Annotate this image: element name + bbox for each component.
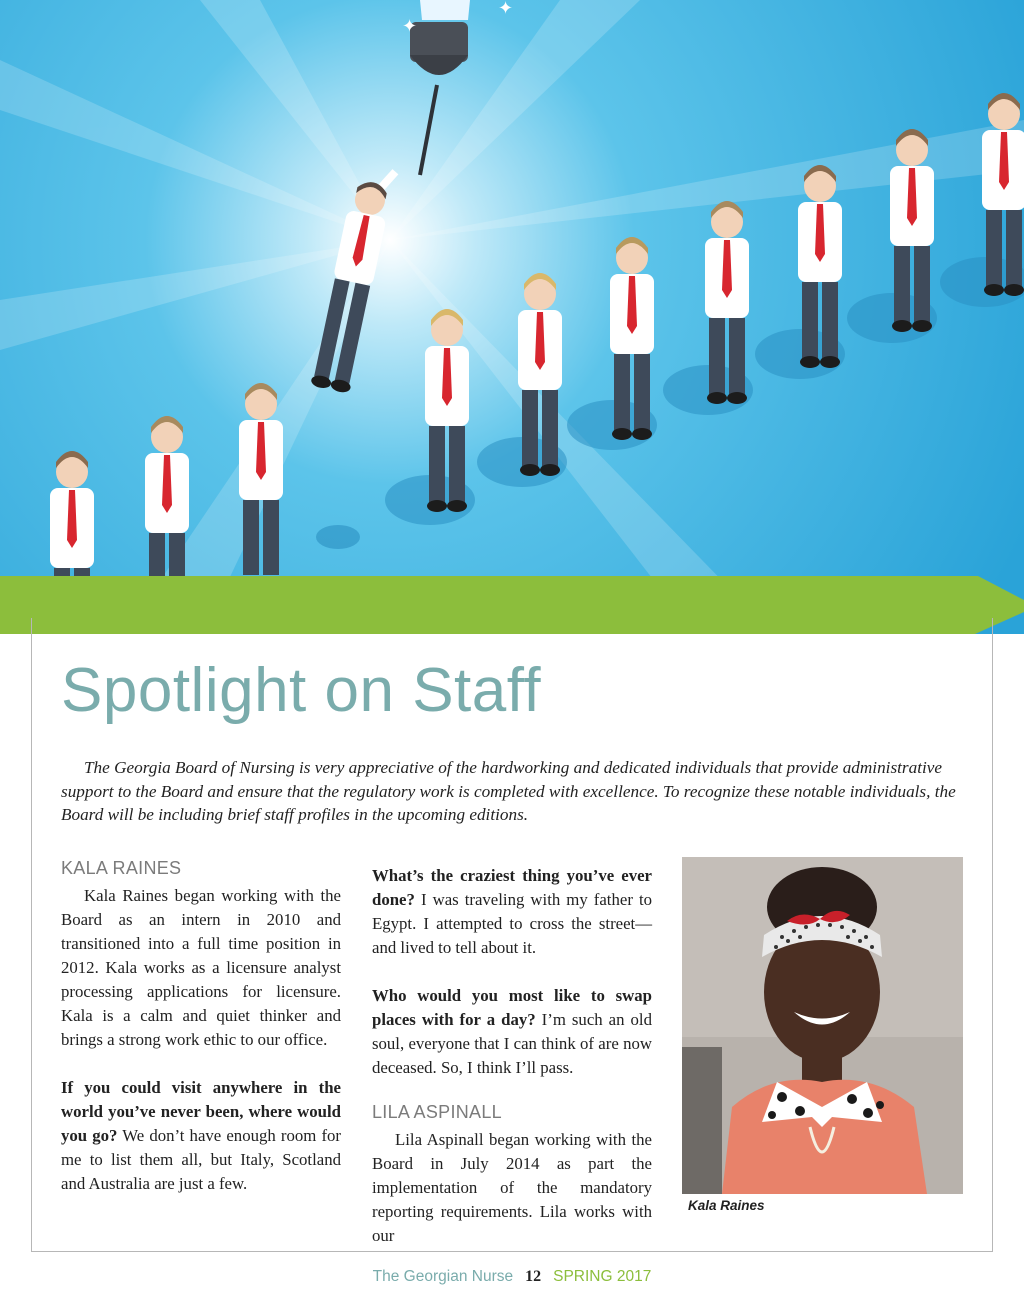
kala-answer-3: I’m such an old soul, everyone that I can think of are now deceased. So, I think I’ll pass. — [372, 1010, 652, 1077]
kala-qa-1 — [61, 1076, 341, 1196]
photo-caption: Kala Raines — [688, 1198, 765, 1213]
column-1 — [61, 856, 341, 1196]
kala-answer-1: We don’t have enough room for me to list them all, but Italy, Scotland and Australia are just a few. — [61, 1126, 342, 1193]
intro-paragraph: The Georgia Board of Nursing is very appreciative of the hardworking and dedicated individuals that provide administrative support to the Board and ensure that the regulatory work is completed with excellence. To recognize these notable individuals, the Board will be including brief staff profiles in the upcoming editions. — [61, 758, 956, 824]
footer-issue: SPRING 2017 — [553, 1268, 652, 1285]
kala-bio: Kala Raines began working with the Board as an intern in 2010 and transitioned into a full time position in 2012. Kala works as a licensure analyst processing applications for licensure. Kala is a calm and quiet thinker and brings a strong work ethic to our office. — [61, 886, 341, 1049]
page-title: Spotlight on Staff — [61, 656, 542, 725]
page-footer — [0, 1268, 1024, 1286]
profile-name-kala: KALA RAINES — [61, 858, 182, 878]
kala-answer-2: I was traveling with my father to Egypt. I attempted to cross the street—and lived to tell about it. — [372, 890, 652, 957]
footer-page-number: 12 — [525, 1268, 542, 1285]
svg-text:✦: ✦ — [498, 0, 514, 19]
hero-illustration — [0, 0, 1024, 640]
kala-question-1: If you could visit anywhere in the world you’ve never been, where would you go? — [61, 1078, 341, 1145]
kala-qa-2 — [372, 864, 652, 960]
kala-raines-photo — [682, 857, 963, 1194]
lila-bio: Lila Aspinall began working with the Board in July 2014 as part the implementation of the mandatory reporting requirements. Lila works with our — [372, 1130, 652, 1245]
column-2 — [372, 856, 652, 1248]
portrait-image — [682, 857, 963, 1194]
lightbulb-lifting-man-illustration — [0, 0, 1024, 640]
kala-question-3: Who would you most like to swap places with for a day? — [372, 986, 652, 1029]
footer-publication: The Georgian Nurse — [372, 1268, 514, 1285]
kala-question-2: What’s the craziest thing you’ve ever done? — [372, 866, 652, 909]
svg-text:✦: ✦ — [402, 16, 418, 37]
profile-name-lila: LILA ASPINALL — [372, 1102, 502, 1122]
kala-qa-3 — [372, 984, 652, 1080]
